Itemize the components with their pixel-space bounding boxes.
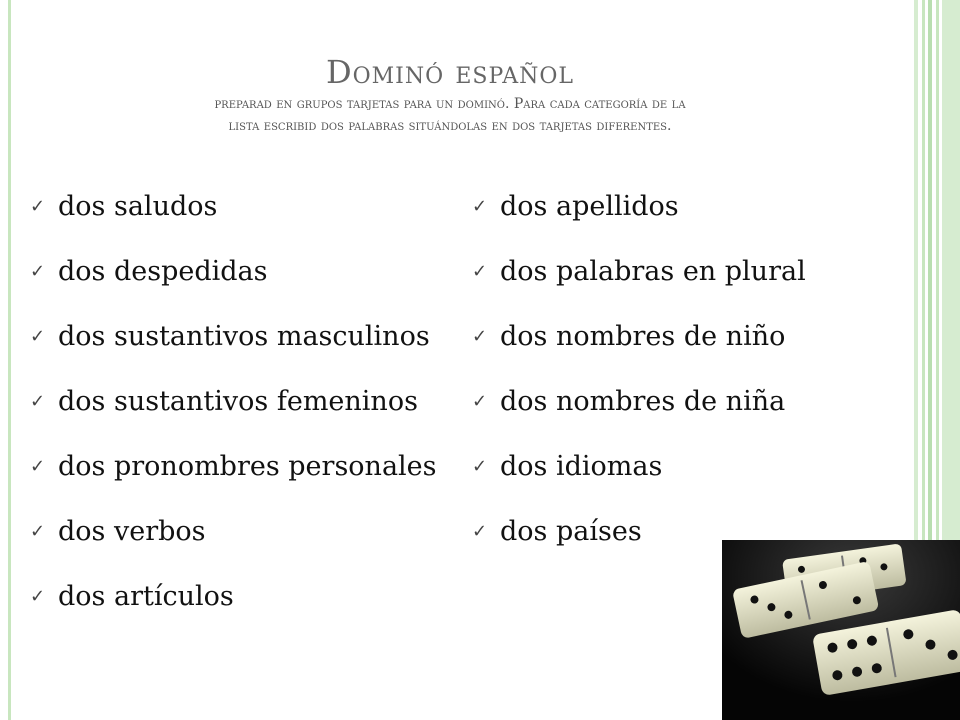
list-item xyxy=(30,448,437,513)
list-item xyxy=(472,318,806,383)
list-item-label: dos saludos xyxy=(58,191,218,222)
list-item-label: dos nombres de niño xyxy=(500,321,786,352)
list-item xyxy=(30,383,437,448)
list-item-label: dos pronombres personales xyxy=(58,451,437,482)
slide-subtitle-line-2: lista escribid dos palabras situándolas en dos tarjetas diferentes. xyxy=(228,118,672,134)
dominoes-photo xyxy=(722,540,960,720)
list-item xyxy=(472,253,806,318)
checkmark-icon: ✓ xyxy=(472,391,488,412)
checkmark-icon: ✓ xyxy=(30,521,46,542)
list-item xyxy=(472,383,806,448)
slide-subtitle-line-1: preparad en grupos tarjetas para un dominó. Para cada categoría de la xyxy=(214,96,686,112)
checkmark-icon: ✓ xyxy=(472,196,488,217)
category-list-right xyxy=(472,188,806,578)
category-list-left xyxy=(30,188,437,643)
list-item-label: dos verbos xyxy=(58,516,206,547)
checkmark-icon: ✓ xyxy=(30,456,46,477)
list-item xyxy=(30,513,437,578)
checkmark-icon: ✓ xyxy=(30,196,46,217)
checkmark-icon: ✓ xyxy=(472,261,488,282)
list-item-label: dos sustantivos masculinos xyxy=(58,321,430,352)
list-item xyxy=(30,188,437,253)
list-item-label: dos nombres de niña xyxy=(500,386,786,417)
list-item-label: dos artículos xyxy=(58,581,234,612)
checkmark-icon: ✓ xyxy=(30,586,46,607)
list-item xyxy=(30,318,437,383)
checkmark-icon: ✓ xyxy=(472,521,488,542)
list-item-label: dos palabras en plural xyxy=(500,256,806,287)
checkmark-icon: ✓ xyxy=(30,261,46,282)
checkmark-icon: ✓ xyxy=(472,456,488,477)
list-item-label: dos países xyxy=(500,516,642,547)
list-item xyxy=(30,253,437,318)
checkmark-icon: ✓ xyxy=(30,326,46,347)
slide-title: Dominó español xyxy=(325,53,575,91)
list-item-label: dos idiomas xyxy=(500,451,663,482)
list-item-label: dos apellidos xyxy=(500,191,679,222)
list-item-label: dos despedidas xyxy=(58,256,268,287)
title-block xyxy=(60,52,840,136)
list-item xyxy=(472,188,806,253)
list-item-label: dos sustantivos femeninos xyxy=(58,386,418,417)
checkmark-icon: ✓ xyxy=(472,326,488,347)
list-item xyxy=(30,578,437,643)
checkmark-icon: ✓ xyxy=(30,391,46,412)
list-item xyxy=(472,448,806,513)
left-decorative-rule xyxy=(8,0,11,720)
